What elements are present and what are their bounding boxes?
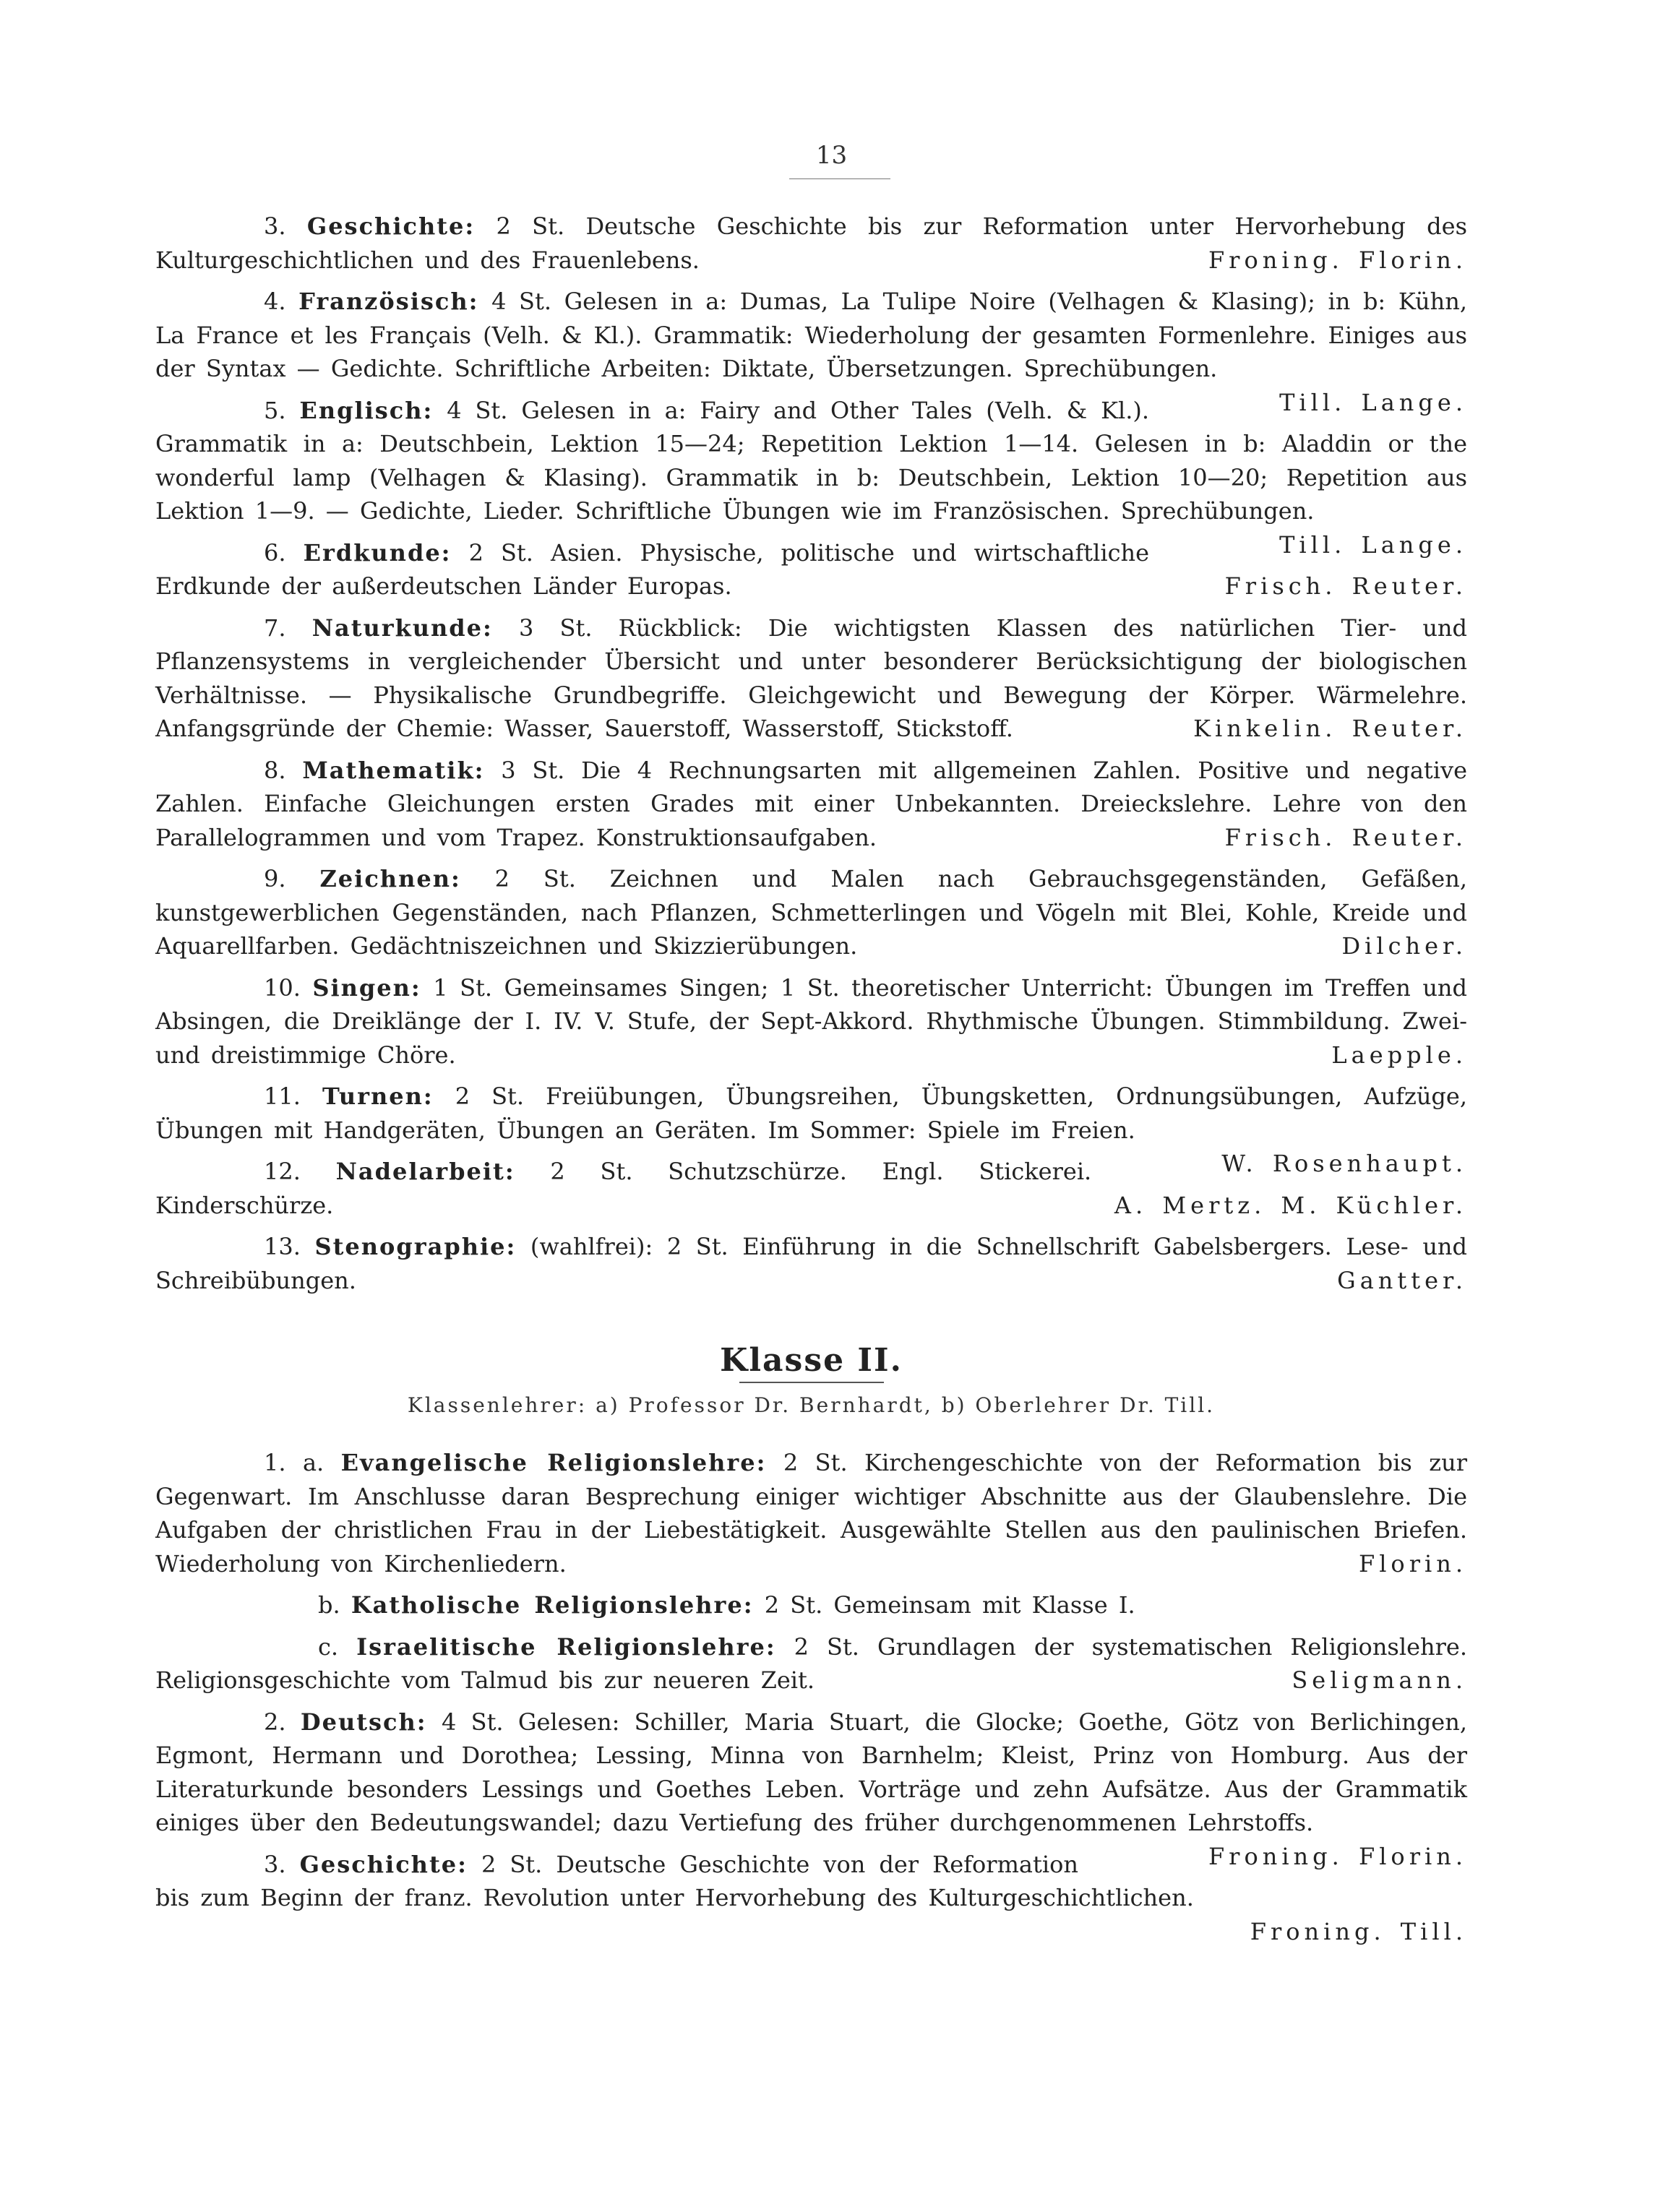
entry-number: 10. xyxy=(264,973,301,1002)
subject-heading: Singen: xyxy=(312,973,421,1002)
entry-number: 8. xyxy=(264,756,286,784)
subject-description: 2 St. Gemeinsam mit Klasse I. xyxy=(764,1591,1135,1619)
entry-number: 7. xyxy=(264,614,286,642)
teacher-signature: Florin. xyxy=(1358,1549,1467,1578)
subject-heading: Evangelische Religionslehre: xyxy=(340,1449,767,1476)
teacher-signature: Till. Lange. xyxy=(1279,388,1467,416)
subject-description: 2 St. Kirchengeschichte von der Reformation bis zur Gegenwart. Im Anschlusse daran Besprechung einiger wichtiger Abschnitte aus der Glaubenslehre. Die Aufgaben der christlichen Frau in der Liebestätigkeit. Ausgewählte Stellen aus den paulinischen Briefen. Wiederholung von Kirchenliedern. xyxy=(155,1449,1468,1578)
entry-number: c. xyxy=(318,1632,339,1661)
class-heading-rule xyxy=(739,1382,884,1383)
subject-heading: Englisch: xyxy=(299,396,434,424)
subject-description: 3 St. Die 4 Rechnungsarten mit allgemeinen Zahlen. Positive und negative Zahlen. Einfache Gleichungen ersten Grades mit einer Unbekannten. Dreieckslehre. Lehre von den Parallelogrammen und vom Trapez. Konstruktionsaufgaben. xyxy=(155,756,1468,851)
class-teachers-line: Klassenlehrer: a) Professor Dr. Bernhardt, b) Oberlehrer Dr. Till. xyxy=(407,1393,1216,1417)
subject-description: 4 St. Gelesen: Schiller, Maria Stuart, die Glocke; Goethe, Götz von Berlichingen, Egmont, Hermann und Dorothea; Lessing, Minna von Barnhelm; Kleist, Prinz von Homburg. Aus der Literaturkunde besonders Lessings und Goethes Leben. Vorträge und zehn Aufsätze. Aus der Grammatik einiges über den Bedeutungswandel; dazu Vertiefung des früher durchgenommenen Lehrstoffs. xyxy=(155,1708,1468,1836)
page-content xyxy=(155,210,1467,1948)
subject-list-class-2 xyxy=(155,1446,1468,1945)
subject-heading: Erdkunde: xyxy=(303,538,452,567)
subject-heading: Stenographie: xyxy=(314,1233,517,1260)
teacher-signature: Gantter. xyxy=(1337,1266,1467,1294)
subject-heading: Mathematik: xyxy=(302,756,485,784)
subject-heading: Geschichte: xyxy=(299,1850,468,1878)
subject-description: 2 St. Asien. Physische, politische und wirtschaftliche Erdkunde der außerdeutschen Länder Europas. xyxy=(155,538,1150,600)
subject-entry xyxy=(155,862,1467,963)
subject-entry xyxy=(155,1588,1467,1622)
teacher-signature: W. Rosenhaupt. xyxy=(1221,1150,1467,1177)
entry-number: 2. xyxy=(264,1708,286,1736)
subject-heading: Nadelarbeit: xyxy=(335,1158,515,1185)
subject-description: 4 St. Gelesen in a: Dumas, La Tulipe Noire (Velhagen & Klasing); in b: Kühn, La France et les Français (Velh. & Kl.). Grammatik: Wiederholung der gesamten Formenlehre. Einiges aus der Syntax — Gedichte. Schriftliche Arbeiten: Diktate, Übersetzungen. Sprechübungen. xyxy=(155,288,1468,382)
entry-number: 13. xyxy=(264,1233,301,1260)
teacher-signature: A. Mertz. M. Küchler. xyxy=(1114,1191,1467,1219)
subject-heading: Deutsch: xyxy=(300,1708,427,1736)
teacher-signature: Froning. Florin. xyxy=(1208,1842,1467,1870)
subject-description: 1 St. Gemeinsames Singen; 1 St. theoretischer Unterricht: Übungen im Treffen und Absingen, die Dreiklänge der I. IV. V. Stufe, der Sept-Akkord. Rhythmische Übungen. Stimmbildung. Zwei- und dreistimmige Chöre. xyxy=(155,973,1468,1069)
teacher-signature: Seligmann. xyxy=(1292,1666,1467,1694)
entry-number: 12. xyxy=(264,1158,301,1185)
entry-number: 6. xyxy=(264,538,286,567)
subject-description: (wahlfrei): 2 St. Einführung in die Schnellschrift Gabelsbergers. Lese- und Schreibübungen. xyxy=(155,1233,1468,1294)
subject-entry xyxy=(155,1446,1467,1580)
subject-entry xyxy=(155,210,1467,277)
page-number: 13 xyxy=(815,141,848,170)
subject-heading: Geschichte: xyxy=(306,212,476,240)
teacher-signature: Froning. Florin. xyxy=(1208,246,1467,274)
teacher-signature: Frisch. Reuter. xyxy=(1224,572,1467,600)
subject-description: 3 St. Rückblick: Die wichtigsten Klassen des natürlichen Tier- und Pflanzensystems in vergleichender Übersicht und unter besonderer Berücksichtigung der biologischen Verhältnisse. — Physikalische Grundbegriffe. Gleichgewicht und Bewegung der Körper. Wärmelehre. Anfangsgründe der Chemie: Wasser, Sauerstoff, Wasserstoff, Stickstoff. xyxy=(155,614,1468,742)
teacher-signature: Frisch. Reuter. xyxy=(1224,823,1467,851)
entry-number: 5. xyxy=(264,396,286,424)
subject-heading: Katholische Religionslehre: xyxy=(351,1591,754,1619)
subject-heading: Französisch: xyxy=(298,288,479,315)
subject-heading: Israelitische Religionslehre: xyxy=(356,1632,776,1661)
subject-entry xyxy=(155,971,1467,1072)
teacher-signature: Kinkelin. Reuter. xyxy=(1193,715,1467,742)
teacher-signature: Till. Lange. xyxy=(1279,530,1467,559)
subject-description: 2 St. Deutsche Geschichte bis zur Reformation unter Hervorhebung des Kulturgeschichtlichen und des Frauenlebens. xyxy=(155,212,1468,274)
entry-number: 1. a. xyxy=(264,1449,325,1476)
entry-number: b. xyxy=(318,1591,340,1619)
subject-description: 4 St. Gelesen in a: Fairy and Other Tales (Velh. & Kl.). Grammatik in a: Deutschbein, Lektion 15—24; Repetition Lektion 1—14. Gelesen in b: Aladdin or the wonderful lamp (Velhagen & Klasing). Grammatik in b: Deutschbein, Lektion 10—20; Repetition aus Lektion 1—9. — Gedichte, Lieder. Schriftliche Übungen wie im Französischen. Sprechübungen. xyxy=(155,396,1467,525)
entry-number: 9. xyxy=(264,865,286,892)
subject-description: 2 St. Freiübungen, Übungsreihen, Übungsketten, Ordnungsübungen, Aufzüge, Übungen mit Handgeräten, Übungen an Geräten. Im Sommer: Spiele im Freien. xyxy=(155,1083,1468,1144)
subject-entry xyxy=(155,1230,1467,1297)
teacher-signature: Froning. Till. xyxy=(1250,1917,1467,1945)
subject-description: 2 St. Zeichnen und Malen nach Gebrauchsgegenständen, Gefäßen, kunstgewerblichen Gegenständen, nach Pflanzen, Schmetterlingen und Vögeln mit Blei, Kohle, Kreide und Aquarellfarben. Gedächtniszeichnen und Skizzierübungen. xyxy=(155,865,1468,960)
subject-description: 2 St. Schutzschürze. Engl. Stickerei. Kinderschürze. xyxy=(155,1158,1092,1219)
subject-entry xyxy=(155,754,1467,855)
subject-heading: Turnen: xyxy=(322,1083,434,1110)
entry-number: 3. xyxy=(264,212,286,240)
entry-number: 4. xyxy=(264,288,286,315)
entry-number: 11. xyxy=(264,1083,301,1110)
subject-entry xyxy=(155,611,1467,746)
subject-entry xyxy=(155,1630,1467,1697)
subject-description: 2 St. Deutsche Geschichte von der Reformation bis zum Beginn der franz. Revolution unter Hervorhebung des Kulturgeschichtlichen. xyxy=(155,1850,1194,1911)
page-number-rule xyxy=(789,178,890,179)
class-heading: Klasse II. xyxy=(720,1342,903,1379)
teacher-signature: Dilcher. xyxy=(1341,932,1467,960)
subject-heading: Zeichnen: xyxy=(319,865,461,892)
subject-description: 2 St. Grundlagen der systematischen Religionslehre. Religionsgeschichte vom Talmud bis zur neueren Zeit. xyxy=(155,1632,1468,1694)
teacher-signature: Laepple. xyxy=(1331,1041,1467,1069)
entry-number: 3. xyxy=(264,1850,286,1878)
subject-list-class-1 xyxy=(155,210,1467,1297)
subject-heading: Naturkunde: xyxy=(311,614,493,642)
